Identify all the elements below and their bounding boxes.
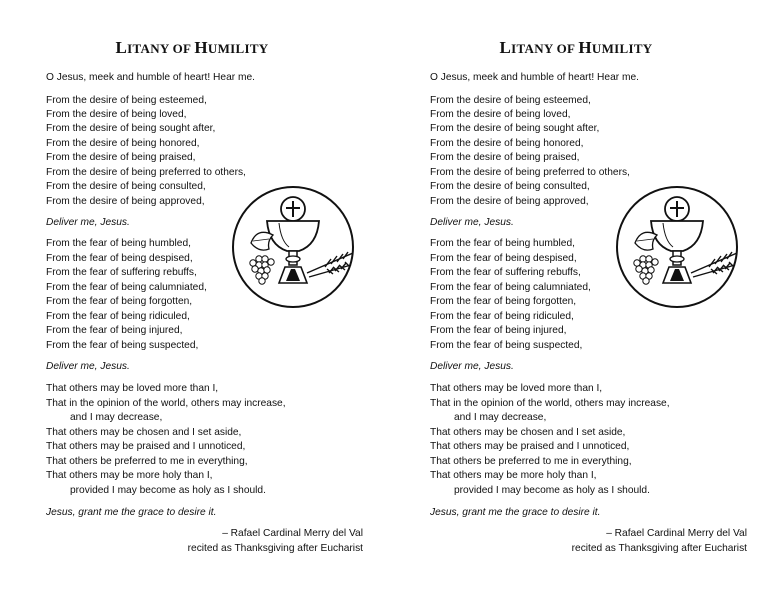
fear-line: From the fear of being forgotten, [430, 296, 577, 307]
petition-line: That in the opinion of the world, others may increase, [430, 398, 670, 409]
fear-line: From the fear of being humbled, [430, 238, 575, 249]
title-part-2: UMILITY [591, 41, 653, 56]
title-initial: L [115, 38, 128, 57]
petition-line: That others may be loved more than I, [430, 383, 603, 394]
petition-line: and I may decrease, [454, 412, 547, 423]
fear-line: From the fear of being despised, [46, 253, 193, 264]
petition-line: That others may be chosen and I set aside, [46, 427, 242, 438]
fear-line: From the fear of being ridiculed, [430, 311, 574, 322]
desire-line: From the desire of being loved, [430, 109, 571, 120]
fear-line: From the fear of suffering rebuffs, [430, 267, 581, 278]
title-initial-h: H [194, 38, 208, 57]
petition-line: That others may be chosen and I set aside, [430, 427, 626, 438]
title-part-2: UMILITY [207, 41, 269, 56]
desire-line: From the desire of being loved, [46, 109, 187, 120]
petition-line: That others may be more holy than I, [46, 470, 213, 481]
fear-line: From the fear of being injured, [430, 325, 567, 336]
fear-line: From the fear of being calumniated, [430, 282, 591, 293]
fear-line: From the fear of being humbled, [46, 238, 191, 249]
fear-line: From the fear of being ridiculed, [46, 311, 190, 322]
petition-line: That others be preferred to me in everything, [46, 456, 248, 467]
petition-line: and I may decrease, [70, 412, 163, 423]
petition-line: That in the opinion of the world, others may increase, [46, 398, 286, 409]
chalice-emblem-icon [229, 183, 357, 311]
title-part: ITANY OF [511, 41, 579, 56]
desire-line: From the desire of being preferred to others, [430, 167, 630, 178]
desire-line: From the desire of being honored, [430, 138, 584, 149]
petition-line: That others be preferred to me in everything, [430, 456, 632, 467]
chalice-emblem-icon [613, 183, 741, 311]
petition-line: That others may be praised and I unnoticed, [46, 441, 246, 452]
desire-line: From the desire of being consulted, [430, 181, 590, 192]
petition-line: That others may be more holy than I, [430, 470, 597, 481]
petition-line: That others may be loved more than I, [46, 383, 219, 394]
title-initial: L [499, 38, 512, 57]
petition-line: That others may be praised and I unnoticed, [430, 441, 630, 452]
card-title [384, 38, 768, 58]
card-title [0, 38, 384, 58]
desire-line: From the desire of being esteemed, [46, 95, 207, 106]
fear-line: From the fear of being injured, [46, 325, 183, 336]
attribution-author: – Rafael Cardinal Merry del Val [606, 528, 747, 539]
opening-line: O Jesus, meek and humble of heart! Hear me. [46, 72, 255, 83]
petition-line: provided I may become as holy as I should. [70, 485, 266, 496]
desire-line: From the desire of being esteemed, [430, 95, 591, 106]
fear-line: From the fear of being despised, [430, 253, 577, 264]
fear-line: From the fear of being suspected, [430, 340, 583, 351]
response-line: Deliver me, Jesus. [46, 361, 130, 372]
attribution-author: – Rafael Cardinal Merry del Val [222, 528, 363, 539]
title-initial-h: H [578, 38, 592, 57]
desire-line: From the desire of being praised, [46, 152, 196, 163]
opening-line: O Jesus, meek and humble of heart! Hear me. [430, 72, 639, 83]
desire-line: From the desire of being sought after, [430, 123, 600, 134]
desire-line: From the desire of being sought after, [46, 123, 216, 134]
fear-line: From the fear of being forgotten, [46, 296, 193, 307]
closing-line: Jesus, grant me the grace to desire it. [46, 507, 217, 518]
response-line: Deliver me, Jesus. [430, 361, 514, 372]
attribution-note: recited as Thanksgiving after Eucharist [571, 543, 747, 554]
fear-line: From the fear of being suspected, [46, 340, 199, 351]
desire-line: From the desire of being praised, [430, 152, 580, 163]
response-line: Deliver me, Jesus. [46, 217, 130, 228]
fear-line: From the fear of suffering rebuffs, [46, 267, 197, 278]
attribution-note: recited as Thanksgiving after Eucharist [187, 543, 363, 554]
desire-line: From the desire of being approved, [46, 196, 205, 207]
desire-line: From the desire of being preferred to others, [46, 167, 246, 178]
desire-line: From the desire of being honored, [46, 138, 200, 149]
closing-line: Jesus, grant me the grace to desire it. [430, 507, 601, 518]
title-part: ITANY OF [127, 41, 195, 56]
desire-line: From the desire of being approved, [430, 196, 589, 207]
desire-line: From the desire of being consulted, [46, 181, 206, 192]
fear-line: From the fear of being calumniated, [46, 282, 207, 293]
response-line: Deliver me, Jesus. [430, 217, 514, 228]
petition-line: provided I may become as holy as I should. [454, 485, 650, 496]
prayer-card-right [384, 0, 768, 593]
